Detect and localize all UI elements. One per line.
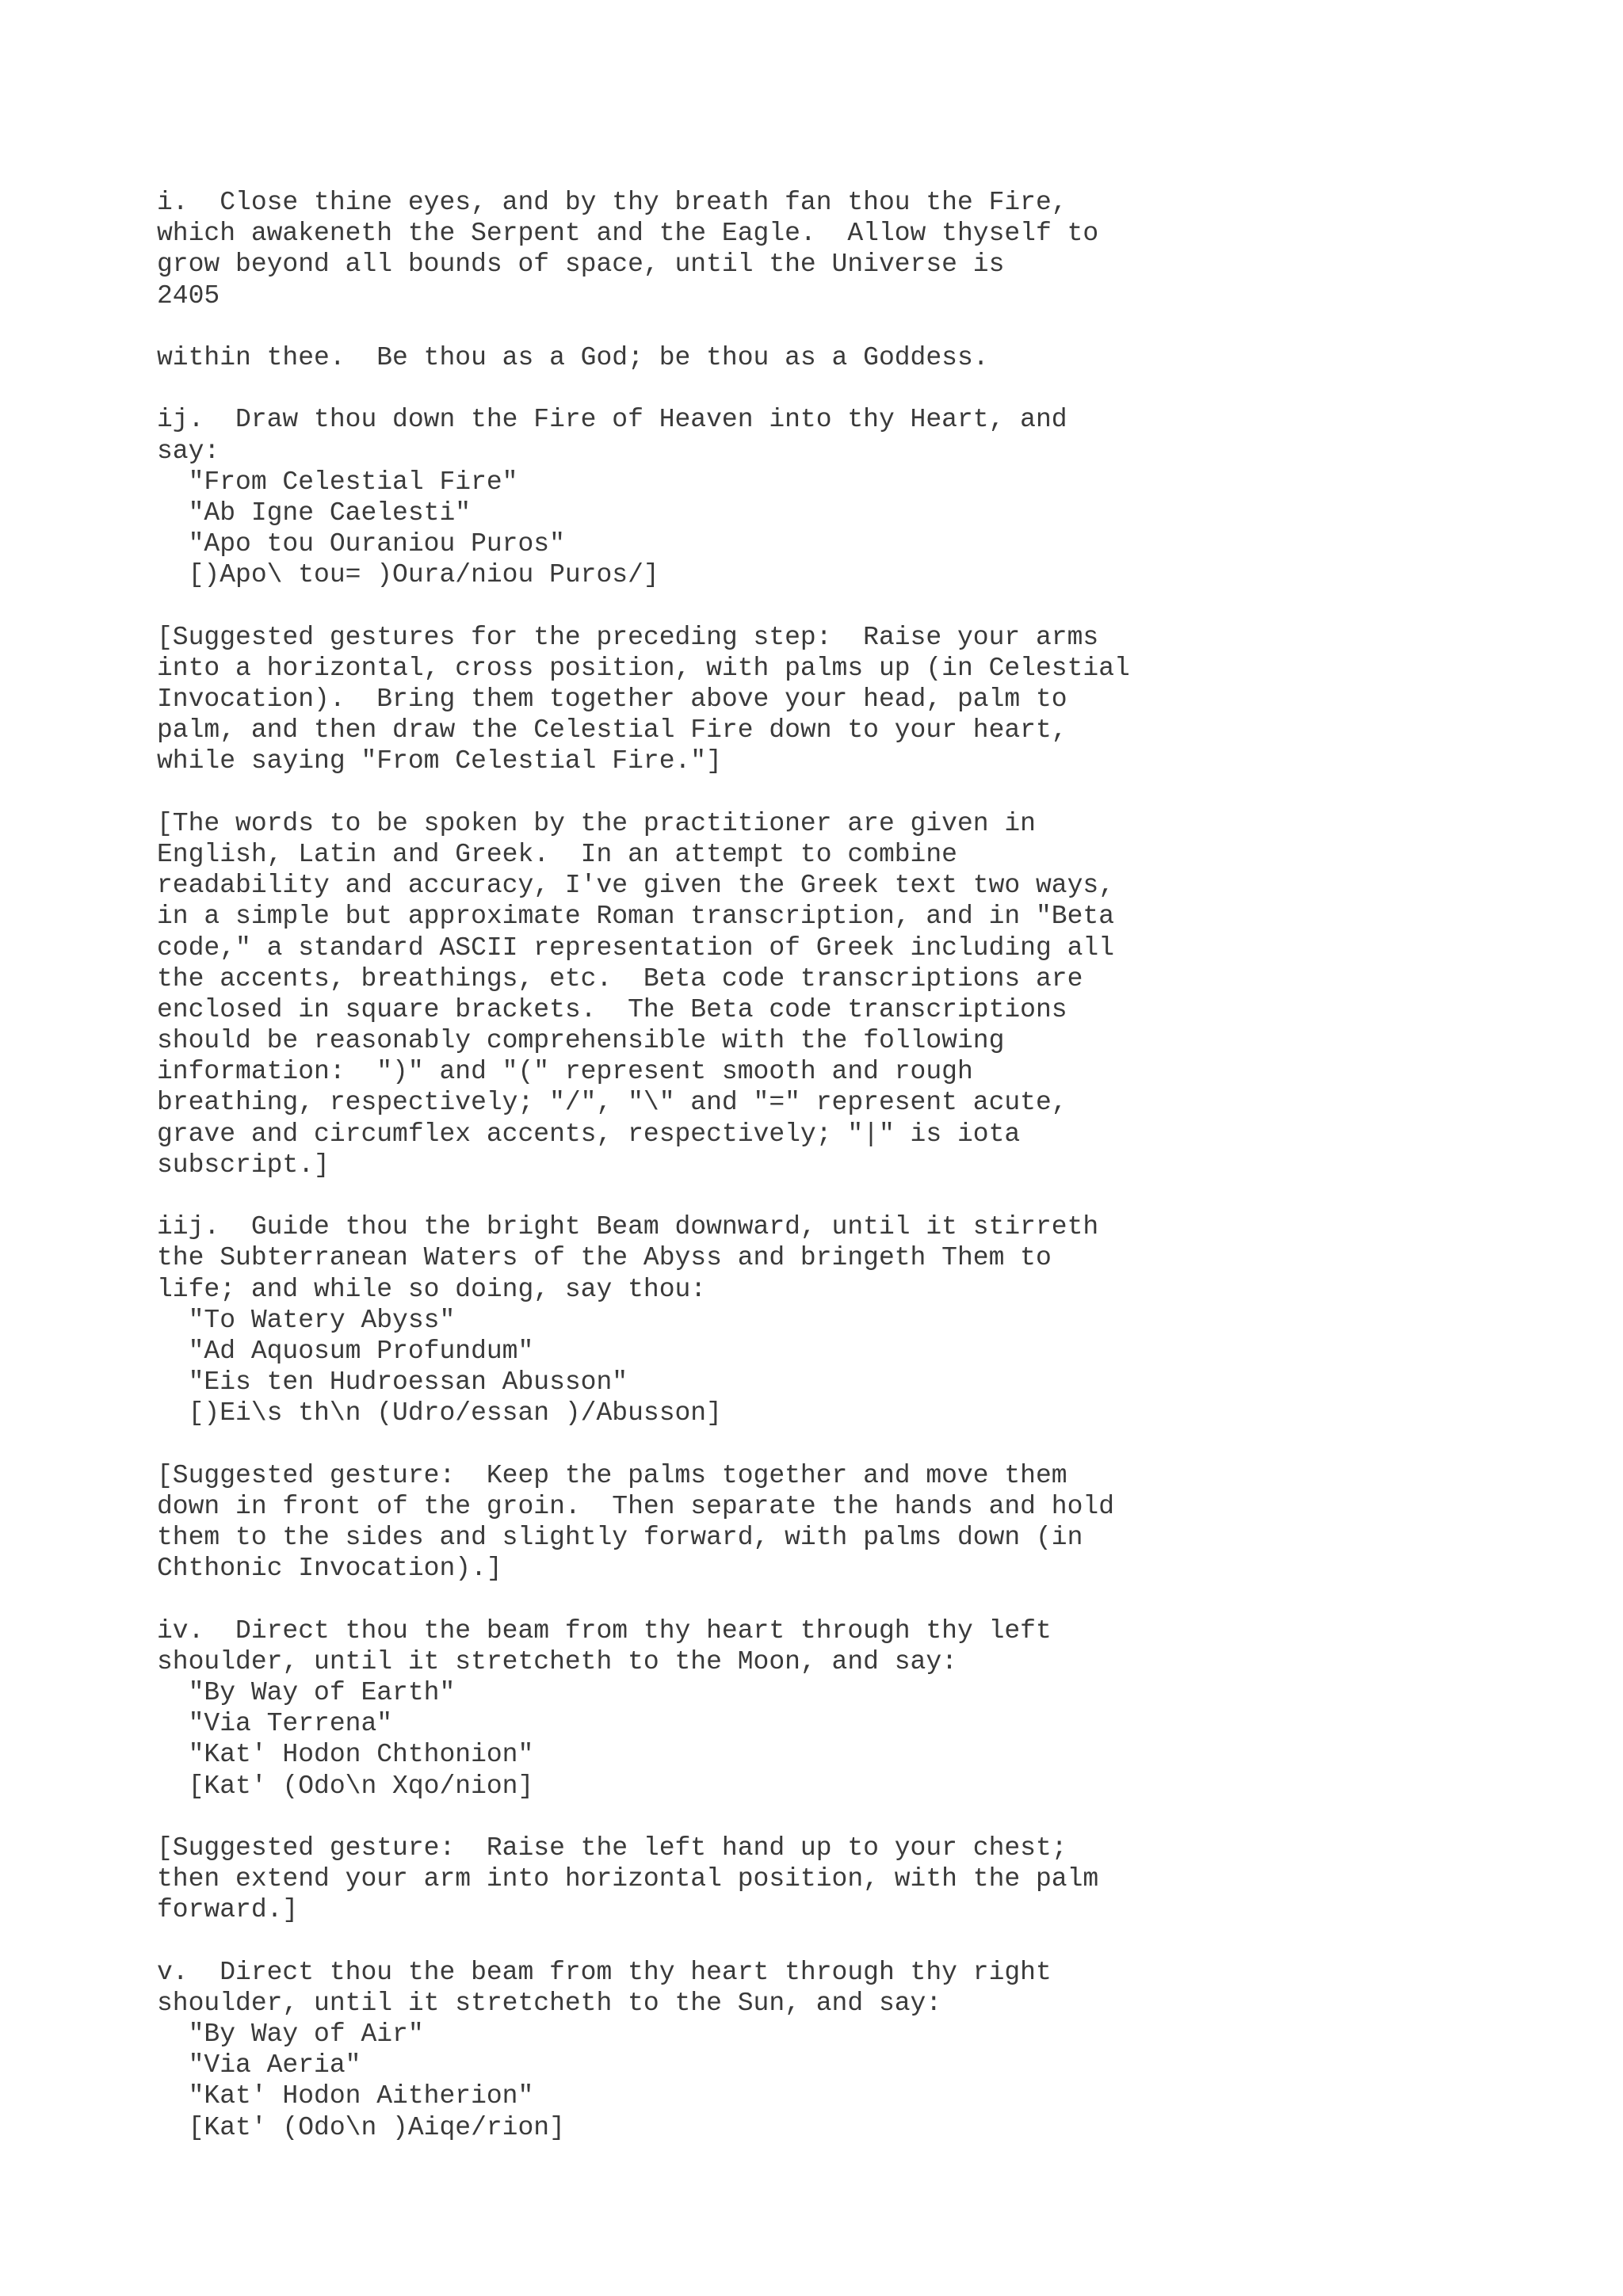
text-line: say:: [157, 436, 220, 466]
text-line: [Kat' (Odo\n Xqo/nion]: [157, 1771, 534, 1801]
text-line: then extend your arm into horizontal position, with the palm: [157, 1864, 1099, 1894]
text-line: i. Close thine eyes, and by thy breath fan thou the Fire,: [157, 188, 1067, 217]
text-line: "To Watery Abyss": [157, 1305, 456, 1335]
text-line: forward.]: [157, 1895, 299, 1925]
text-line: grow beyond all bounds of space, until the Universe is: [157, 250, 1005, 280]
text-block-note-beta-code: [157, 808, 1583, 1180]
text-line: shoulder, until it stretcheth to the Moon, and say:: [157, 1646, 957, 1676]
text-line: should be reasonably comprehensible with the following: [157, 1026, 1005, 1056]
paragraph-gap: [157, 1429, 1583, 1460]
text-line: [)Ei\s th\n (Udro/essan )/Abusson]: [157, 1398, 722, 1428]
text-line: breathing, respectively; "/", "\" and "=" represent acute,: [157, 1088, 1067, 1118]
text-line: "Via Terrena": [157, 1709, 393, 1739]
paragraph-gap: [157, 1802, 1583, 1833]
text-line: iv. Direct thou the beam from thy heart through thy left: [157, 1615, 1052, 1646]
text-line: Invocation). Bring them together above your head, palm to: [157, 685, 1067, 714]
text-block-step-iv: [157, 1615, 1583, 1802]
paragraph-gap: [157, 373, 1583, 404]
text-line: life; and while so doing, say thou:: [157, 1274, 707, 1304]
text-line: information: ")" and "(" represent smooth and rough: [157, 1057, 973, 1087]
paragraph-gap: [157, 777, 1583, 808]
text-line: [Suggested gestures for the preceding step: Raise your arms: [157, 622, 1099, 652]
text-line: into a horizontal, cross position, with palms up (in Celestial: [157, 653, 1130, 683]
text-line: shoulder, until it stretcheth to the Sun, and say:: [157, 1988, 942, 2018]
paragraph-gap: [157, 590, 1583, 621]
text-line: 2405: [157, 280, 220, 311]
text-line: the accents, breathings, etc. Beta code transcriptions are: [157, 963, 1083, 994]
text-line: palm, and then draw the Celestial Fire down to your heart,: [157, 715, 1067, 746]
text-block-gesture-iij: [157, 1460, 1583, 1585]
text-line: within thee. Be thou as a God; be thou as a Goddess.: [157, 342, 989, 372]
text-block-step-i-cont: [157, 342, 1583, 373]
text-line: which awakeneth the Serpent and the Eagle. Allow thyself to: [157, 219, 1099, 249]
text-line: "Eis ten Hudroessan Abusson": [157, 1367, 628, 1398]
text-line: [Kat' (Odo\n )Aiqe/rion]: [157, 2112, 565, 2142]
text-block-gesture-iv: [157, 1833, 1583, 1926]
text-block-gesture-ij: [157, 622, 1583, 777]
text-line: "Via Aeria": [157, 2050, 361, 2081]
text-line: "Ad Aquosum Profundum": [157, 1336, 534, 1366]
text-line: Chthonic Invocation).]: [157, 1554, 502, 1584]
paragraph-gap: [157, 1180, 1583, 1211]
paragraph-gap: [157, 1926, 1583, 1957]
text-line: [Suggested gesture: Raise the left hand up to your chest;: [157, 1833, 1067, 1863]
document-page: [157, 187, 1583, 2143]
text-line: subscript.]: [157, 1150, 330, 1180]
text-line: English, Latin and Greek. In an attempt to combine: [157, 839, 957, 869]
paragraph-gap: [157, 1584, 1583, 1615]
text-line: "By Way of Air": [157, 2019, 424, 2050]
text-line: v. Direct thou the beam from thy heart through thy right: [157, 1957, 1052, 1987]
text-block-step-v: [157, 1957, 1583, 2143]
text-line: code," a standard ASCII representation of Greek including all: [157, 933, 1114, 963]
text-line: down in front of the groin. Then separate the hands and hold: [157, 1491, 1114, 1521]
text-line: ij. Draw thou down the Fire of Heaven into thy Heart, and: [157, 405, 1067, 435]
text-line: "From Celestial Fire": [157, 467, 518, 497]
text-line: grave and circumflex accents, respectively; "|" is iota: [157, 1119, 1021, 1149]
text-line: readability and accuracy, I've given the Greek text two ways,: [157, 871, 1114, 901]
text-line: iij. Guide thou the bright Beam downward, until it stirreth: [157, 1212, 1099, 1242]
text-line: while saying "From Celestial Fire."]: [157, 746, 722, 776]
text-line: in a simple but approximate Roman transcription, and in "Beta: [157, 902, 1114, 932]
text-line: [The words to be spoken by the practitioner are given in: [157, 808, 1036, 838]
text-block-step-ij: [157, 404, 1583, 590]
text-line: "Kat' Hodon Chthonion": [157, 1740, 534, 1770]
text-line: enclosed in square brackets. The Beta code transcriptions: [157, 994, 1067, 1024]
text-line: "Ab Igne Caelesti": [157, 498, 472, 528]
text-line: them to the sides and slightly forward, with palms down (in: [157, 1523, 1083, 1553]
text-line: [Suggested gesture: Keep the palms together and move them: [157, 1460, 1067, 1490]
paragraph-gap: [157, 311, 1583, 342]
text-block-step-i: [157, 187, 1583, 311]
text-line: the Subterranean Waters of the Abyss and bringeth Them to: [157, 1243, 1052, 1273]
text-line: "By Way of Earth": [157, 1678, 456, 1707]
text-line: "Kat' Hodon Aitherion": [157, 2081, 534, 2111]
text-block-step-iij: [157, 1211, 1583, 1428]
text-line: [)Apo\ tou= )Oura/niou Puros/]: [157, 560, 659, 590]
text-line: "Apo tou Ouraniou Puros": [157, 529, 565, 559]
